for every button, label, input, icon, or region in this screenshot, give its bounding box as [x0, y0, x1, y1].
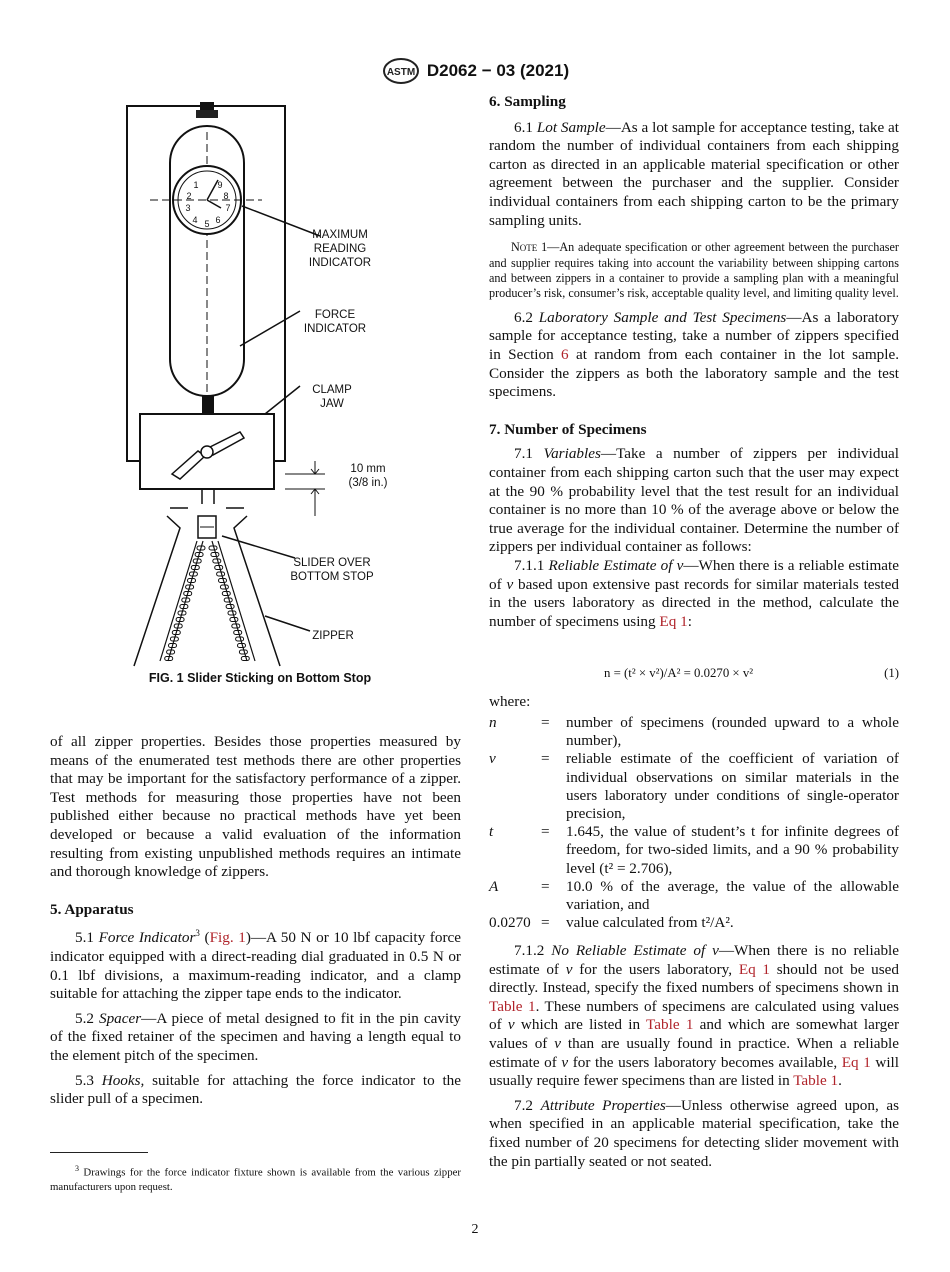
para-6-1: 6.1 Lot Sample—As a lot sample for acceptance testing, take at random the number of individual containers from each shipping carton as directed in an applicable material specification or other agreement between the purchaser and the supplier. Consider individual containers from each shipping carton to be the primary sampling units.	[489, 118, 900, 229]
label-zipper: ZIPPER	[312, 630, 354, 642]
right-column-bottom	[489, 942, 899, 1171]
section-6-heading: 6. Sampling	[489, 93, 566, 110]
dial-number: 6	[215, 215, 221, 225]
equation-1	[489, 666, 899, 681]
para-5-3: 5.3 Hooks, suitable for attaching the force indicator to the slider pull of a specimen.	[50, 1071, 462, 1108]
svg-text:ASTM: ASTM	[386, 67, 416, 78]
page-header	[0, 56, 950, 86]
dial-number: 9	[217, 180, 223, 190]
definition-row: 0.0270 = value calculated from t²/A².	[489, 914, 734, 932]
para-7-2: 7.2 Attribute Properties—Unless otherwise agreed upon, as when specified in an applicable material specification, take the fixed number of 20 specimens for detecting slider movement with the pin partially seated or not seated.	[489, 1096, 900, 1170]
eq-1-link[interactable]: Eq 1	[738, 960, 771, 978]
document-id: D2062 − 03 (2021)	[426, 61, 570, 80]
dial-number: 5	[204, 219, 210, 229]
section-6-link[interactable]: 6	[561, 345, 569, 363]
eq-1-link[interactable]: Eq 1	[841, 1053, 871, 1071]
definition-row: t = 1.645, the value of student’s t for infinite degrees of freedom, for two-sided limits, and a 90 % probability level (t² = 2.706),	[489, 823, 899, 877]
para-7-1: 7.1 Variables—Take a number of zippers per individual container from each shipping carton such that the user may expect at the 90 % probability level that the test result for an individual container is no more than 10 % of the average above or below the true average for the individual container. Determine the number of zippers per individual container as follows:	[489, 445, 900, 556]
table-1-link[interactable]: Table 1	[489, 997, 536, 1015]
label-force-indicator: FORCE INDICATOR	[303, 309, 367, 335]
zipper-tooth	[211, 553, 219, 557]
footnote-divider	[50, 1152, 148, 1153]
eq-1-link[interactable]: Eq 1	[659, 612, 688, 630]
dial-number: 3	[185, 203, 191, 213]
para-5-2: 5.2 Spacer—A piece of metal designed to fit in the pin cavity of the fixed retainer of the specimen and having a length equal to the element pitch of the specimen.	[50, 1009, 462, 1064]
figure-force-indicator	[50, 96, 470, 696]
astm-logo-icon	[381, 57, 421, 85]
equation-body: n = (t² × v²)/A² = 0.0270 × v²	[604, 666, 754, 680]
definition-row: A = 10.0 % of the average, the value of the allowable variation, and	[489, 877, 899, 914]
dial-number: 8	[223, 191, 229, 201]
continued-paragraph: of all zipper properties. Besides those properties measured by means of the enumerated test methods there are other properties that may be important for the satisfactory performance of a zipper. Test methods for measuring those properties have not been published either because no practical methods have yet been developed or because a valid evaluation of the information resulting from existing unpublished methods requires an intimate and thorough knowledge of zippers.	[50, 733, 461, 881]
where-definitions	[489, 714, 899, 932]
label-slider: SLIDER OVER BOTTOM STOP	[290, 557, 374, 583]
zipper-tooth	[209, 546, 217, 550]
para-7-1-2: 7.1.2 No Reliable Estimate of v—When there is no reliable estimate of v for the users laboratory, Eq 1 should not be used directly. Instead, specify the fixed numbers of specimens shown in Table 1. These numbers of specimens are calculated using values of v which are listed in Table 1 and which are somewhat larger values of v than are usually found in practice. When a reliable estimate of v for the users laboratory becomes available, Eq 1 will usually require fewer specimens than are listed in Table 1.	[489, 942, 900, 1090]
table-1-link[interactable]: Table 1	[793, 1072, 839, 1090]
section-7-heading: 7. Number of Specimens	[489, 420, 647, 438]
para-6-2: 6.2 Laboratory Sample and Test Specimens—As a laboratory sample for acceptance testing, take a number of zippers specified in Section 6 at random from each container in the lot sample. Consider the zippers as both the laboratory sample and the test specimens.	[489, 308, 900, 401]
label-dimension: 10 mm (3/8 in.)	[348, 463, 388, 489]
label-clamp-jaw: CLAMP JAW	[312, 384, 352, 410]
figure-caption: FIG. 1 Slider Sticking on Bottom Stop	[148, 671, 372, 685]
dial-number: 1	[193, 180, 199, 190]
dial-number: 4	[192, 215, 198, 225]
equation-number: (1)	[884, 666, 899, 680]
section-5-heading: 5. Apparatus	[50, 900, 134, 918]
right-column-top	[489, 93, 899, 631]
fig-1-link[interactable]: Fig. 1	[209, 929, 246, 947]
table-1-link[interactable]: Table 1	[646, 1016, 694, 1034]
dial-number: 2	[186, 191, 192, 201]
para-5-1: 5.1 Force Indicator$^3$ (Fig. 1)—A 50 N or 10 lbf capacity force indicator equipped with a direct-reading dial graduated in 0.5 N or 0.1 lbf divisions, a maximum-reading indicator, and a clamp suitable for attaching the zipper tape ends to the indicator.	[50, 928, 461, 1003]
label-max-reading: MAXIMUM READING INDICATOR	[308, 229, 372, 269]
page-number: 2	[471, 1222, 479, 1237]
dial-number: 7	[225, 203, 231, 213]
definition-row: n = number of specimens (rounded upward to a whole number),	[489, 714, 899, 750]
definition-row: v = reliable estimate of the coefficient of variation of individual observations on similar materials in the users laboratory under conditions of single-operator precision,	[489, 750, 899, 823]
where-label: where:	[489, 693, 531, 710]
left-column	[50, 733, 461, 1109]
para-7-1-1: 7.1.1 Reliable Estimate of v—When there is a reliable estimate of v based upon extensive past records for similar materials tested in the users laboratory as directed in the method, calculate the number of specimens using Eq 1:	[489, 556, 900, 630]
footnote: $^3$ Drawings for the force indicator fixture shown is available from the various zipper manufacturers upon request.	[50, 1164, 461, 1193]
note-1: Note 1—An adequate specification or other agreement between the purchaser and supplier requires taking into account the variability between shipping cartons and between zippers in a container to provide a sampling plan with a meaningful producer’s risk, consumer’s risk, acceptable quality level, and limiting quality level.	[489, 240, 899, 301]
